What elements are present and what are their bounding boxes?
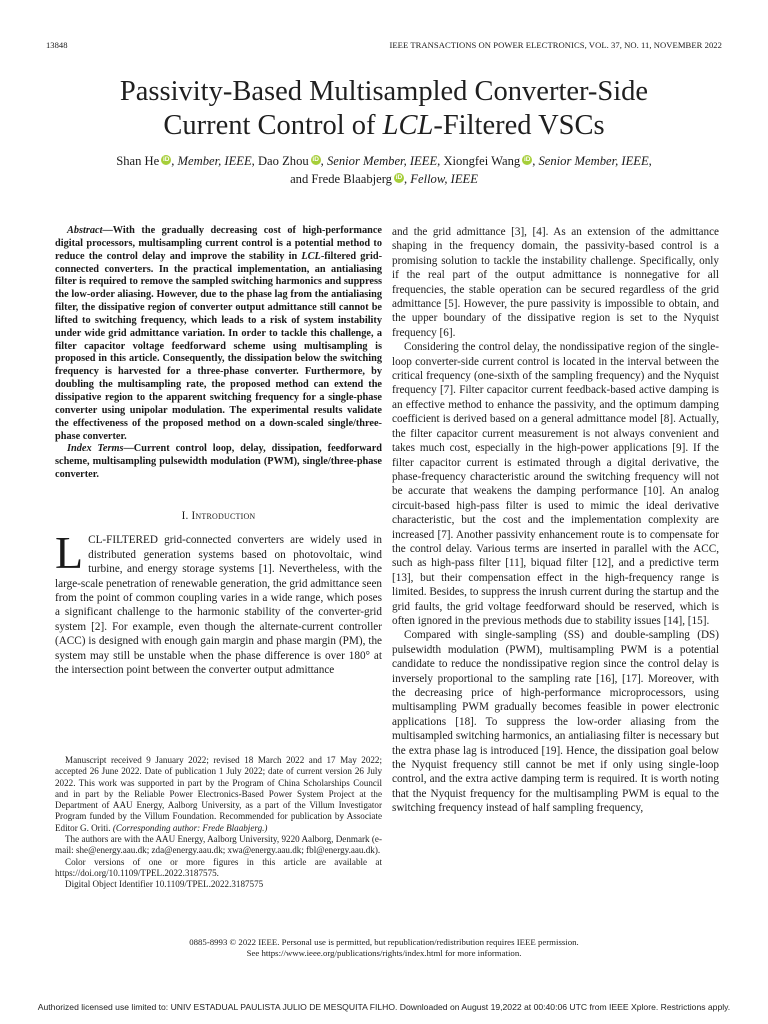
abstract-label: Abstract: [67, 225, 103, 236]
abstract-text-2: -filtered grid-connected converters. In the practical implementation, an antialiasing filter is required to remove the sampled switching harmonics and suppress the low-order aliasing. However, due to the phase lag from the antialiasing filter, the dissipative region of converter output admittance still cannot be lifted to switching frequency, which leads to a risk of system instability under wide grid admittance variation. In order to tackle this challenge, a filter capacitor voltage feedforward scheme using multisampling is proposed in this article. Consequently, the dissipation below the switching frequency is harvested for a three-phase converter. Furthermore, by doubling the multisampling rate, the proposed method can extend the dissipative region to the apparent switching frequency for a single-phase converter using unipolar modulation. The experimental results validate the effectiveness of the proposed method on a down-scaled single/three-phase converter.: [55, 250, 382, 442]
index-terms: [55, 443, 382, 482]
journal-citation: IEEE TRANSACTIONS ON POWER ELECTRONICS, VOL. 37, NO. 11, NOVEMBER 2022: [389, 40, 722, 50]
running-header: [46, 40, 722, 54]
footnote-manuscript-text: Manuscript received 9 January 2022; revised 18 March 2022 and 17 May 2022; accepted 26 June 2022. Date of publication 1 July 2022; date of current version 26 July 2022. This work was supported in part by the Program of China Scholarships Council and in part by the Reliable Power Electronics-Based Power System Project at the Department of AAU Energy, Aalborg University, as a part of the Villum Investigator Program funded by the Villum Foundation. Recommended for publication by Associate Editor G. Oriti.: [55, 755, 382, 833]
drop-cap: L: [55, 527, 84, 579]
copyright-line-1: 0885-8993 © 2022 IEEE. Personal use is permitted, but republication/redistribution requires IEEE permission.: [189, 937, 579, 947]
abstract-lcl: LCL: [301, 250, 321, 262]
abstract: [55, 225, 382, 443]
author-separator: ,: [532, 154, 539, 168]
author-list: [40, 152, 728, 188]
author-separator: ,: [251, 154, 258, 168]
index-terms-text: Current control loop, delay, dissipation, feedforward scheme, multisampling pulsewidth modulation (PWM), single/three-phase converter.: [55, 443, 382, 481]
author-separator: ,: [437, 154, 444, 168]
author-name: Dao Zhou: [257, 154, 309, 168]
orcid-icon[interactable]: iD: [395, 174, 403, 181]
author-role: Senior Member, IEEE: [538, 154, 649, 168]
footnote-doi: Digital Object Identifier 10.1109/TPEL.2022.3187575: [65, 879, 264, 890]
copyright-line-2: See https://www.ieee.org/publications/rights/index.html for more information.: [246, 948, 522, 958]
orcid-icon[interactable]: iD: [523, 156, 531, 163]
body-paragraph-3: Compared with single-sampling (SS) and double-sampling (DS) pulsewidth modulation (PWM), multisampling PWM is a potential candidate to reduce the nondissipative region since the control delay is inversely proportional to the sampling rate [16], [17]. Moreover, with the decreasing price of high-performance microprocessors, using multisampling PWM gradually becomes feasible in power electronic applications [18]. To suppress the low-order aliasing from the multisampled switching harmonics, an antialiasing filter is necessary but the extra phase lag is introduced [19]. Hence, the dissipation goal below the Nyquist frequency still cannot be met if only using single-loop control, and the extra active damping term is required. It is worth noting that the Nyquist frequency for the multisampling PWM is equal to the switching frequency instead of half sampling frequency,: [392, 629, 719, 815]
intro-text: grid-connected converters are widely used in distributed generation systems based on photovoltaic, wind turbine, and energy storage systems [1]. Nevertheless, with the large-scale penetration of renewable generation, the grid admittance seen from the point of common coupling varies in a wide range, which poses a significant challenge to the harmonic stability of the converter-grid system [2]. For example, even though the alternate-current controller (ACC) is designed with enough gain margin and phase margin (PM), the system may still be unstable when the phase difference is over 180° at the intersection point between the converter output admittance: [55, 534, 382, 676]
title-suffix: -Filtered VSCs: [433, 110, 605, 141]
license-footer: Authorized licensed use limited to: UNIV ESTADUAL PAULISTA JULIO DE MESQUITA FILHO. Downloaded on August 19,2022 at 00:40:06 UTC from IEEE Xplore. Restrictions apply.: [37, 1002, 731, 1012]
left-column: [55, 225, 382, 677]
author-name: Shan He: [116, 154, 160, 168]
author-name: Frede Blaabjerg: [311, 172, 392, 186]
author-role: Member, IEEE: [177, 154, 252, 168]
author-line-1: [40, 152, 728, 170]
body-paragraph-1: and the grid admittance [3], [4]. As an extension of the admittance shaping in the frequency domain, the passivity-based control is a promising solution to tackle the instability challenge. Specifically, only if the real part of the output admittance is nonnegative for all frequencies, the stable operation can be secured regardless of the grid admittance [5]. However, the pure passivity is impossible to obtain, and the upper boundary of the dissipative region is set to the Nyquist frequency [6].: [392, 226, 719, 339]
index-terms-label: Index Terms: [67, 443, 124, 455]
author-separator: ,: [403, 172, 411, 186]
index-terms-dash: —: [123, 443, 134, 455]
section-heading: [55, 509, 382, 523]
title-prefix: Current Control of: [163, 110, 383, 141]
author-role: Senior Member, IEEE: [326, 154, 438, 168]
intro-paragraph-1: [55, 527, 382, 677]
title-line-1: Passivity-Based Multisampled Converter-Side: [119, 76, 649, 107]
corresponding-author: (Corresponding author: Frede Blaabjerg.): [112, 822, 268, 833]
copyright-notice: [40, 937, 728, 959]
title-line-2: [40, 109, 728, 143]
author-separator: ,: [320, 154, 327, 168]
footnote-color: Color versions of one or more figures in this article are available at https://doi.org/10.1109/TPEL.2022.3187575.: [55, 856, 382, 878]
author-separator: ,: [648, 154, 652, 168]
author-role: Fellow, IEEE: [410, 172, 478, 186]
abstract-text-1: With the gradually decreasing cost of high-performance digital processors, multisampling current control is a potential method to reduce the control delay and improve the stability in: [55, 225, 382, 262]
section-title: Introduction: [191, 509, 256, 522]
footnote-affiliation: The authors are with the AAU Energy, Aalborg University, 9220 Aalborg, Denmark (e-mail: she@energy.aau.dk; zda@energy.aau.dk; xwa@energy.aau.dk; fbl@energy.aau.dk).: [55, 834, 382, 856]
author-line-2: [40, 170, 728, 188]
page-number: 13848: [46, 40, 68, 50]
section-numeral: I.: [181, 509, 192, 522]
author-name: Xiongfei Wang: [443, 154, 521, 168]
author-and: and: [290, 172, 312, 186]
paper-title: [40, 75, 728, 143]
right-column: [392, 225, 719, 816]
orcid-icon[interactable]: iD: [312, 156, 319, 163]
footnote-block: [55, 755, 382, 891]
orcid-icon[interactable]: iD: [162, 156, 170, 163]
footnote-manuscript: [55, 755, 382, 834]
abstract-dash: —: [102, 225, 113, 236]
title-lcl: LCL: [382, 110, 434, 141]
intro-smallcaps: CL-FILTERED: [88, 534, 158, 547]
author-separator: ,: [171, 154, 178, 168]
body-paragraph-2: Considering the control delay, the nondissipative region of the single-loop converter-side current control is located in the interval between the critical frequency (one-sixth of the sampling frequency) and the Nyquist frequency [7]. Filter capacitor current feedback-based active damping is an effective method to enhance the passivity, and the optimum damping coefficient is derived based on a general admittance model [8]. Actually, the filter capacitor current measurement is not always convenient and takes much cost, especially in the high-power applications [9]. If the filter capacitor current is estimated through a digital derivative, the phase-frequency characteristic around the switching frequency will not be accurate that weakens the damping performance [10]. An analog circuit-based high-pass filter is used to mimic the ideal derivative characteristic, but the cost and the implementation complexity are increased [7]. Another passivity enhancement route is to compensate for the control delay. Various terms are inserted in parallel with the ACC, such as high-pass filter [11], biquad filter [12], and a predictive term [13], but their compensation effect in the high-frequency range is limited. Besides, to suppress the inrush current during the startup and the grid faults, the grid voltage feedforward should be reserved, which is often ignored in the previous methods due to stability issues [14], [15].: [392, 341, 719, 627]
